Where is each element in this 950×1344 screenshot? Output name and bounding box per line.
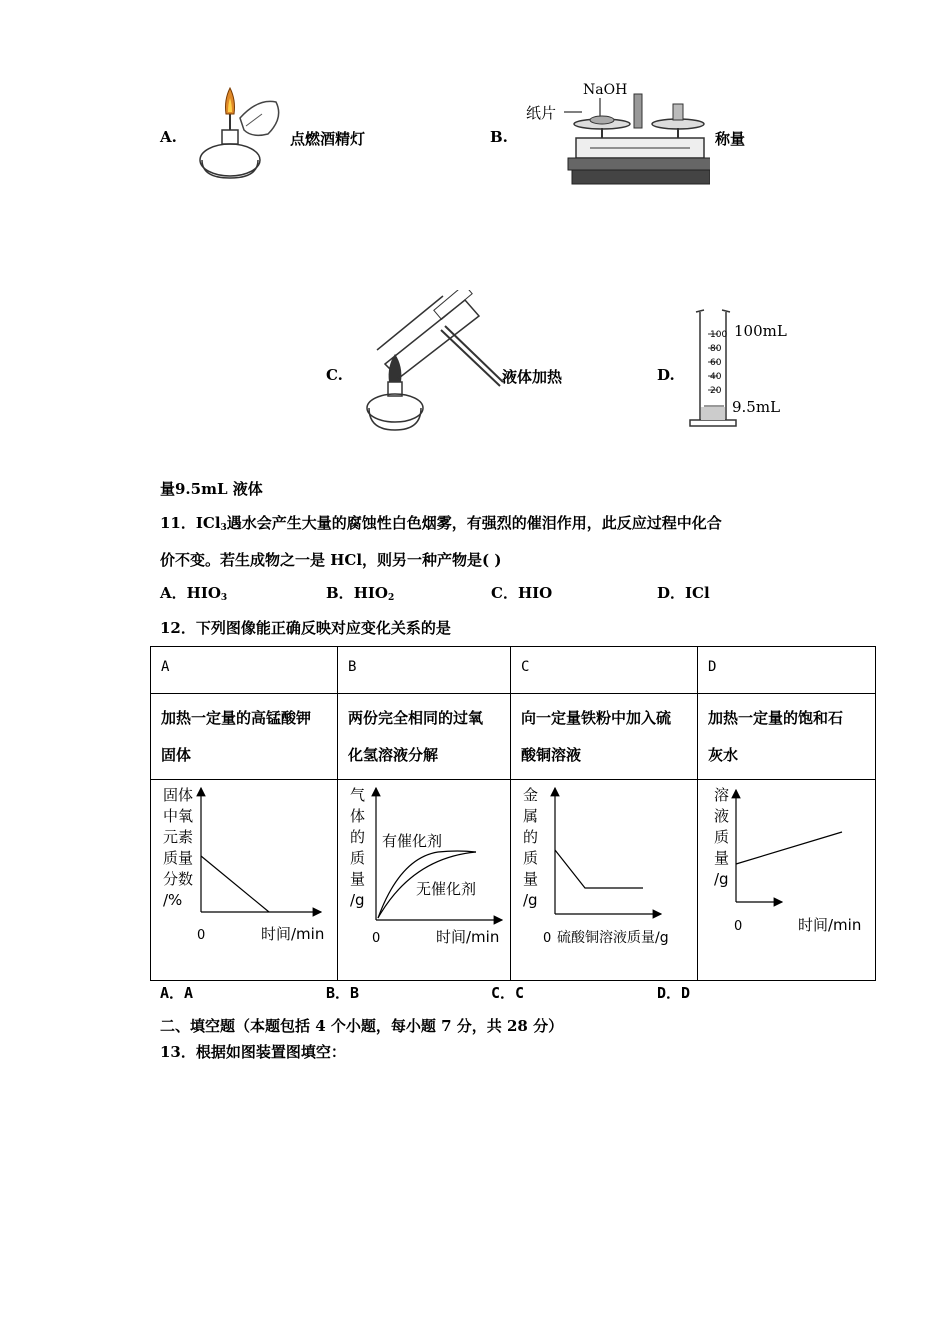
graph-b [338,780,510,976]
q13-stem: 13．根据如图装置图填空： [160,1043,346,1061]
tick-label: 40 [710,372,722,382]
svg-text:质: 质 [350,849,366,867]
alcohol-lamp-lighting-figure [188,78,288,184]
series-line [736,832,842,864]
graph-a-cell [151,780,338,981]
q11-option-a[interactable]: A．$HIO_3$ [160,584,228,603]
svg-text:量: 量 [714,849,730,867]
svg-text:质: 质 [714,828,730,846]
svg-text:0: 0 [372,931,381,946]
svg-text:的: 的 [350,828,366,846]
col-header-c: C [511,647,698,694]
naoh-label: NaOH [583,82,628,98]
svg-text:时间/min: 时间/min [798,916,862,934]
q11-option-c[interactable]: C．HIO [491,584,553,602]
graduated-cylinder-figure [686,304,796,430]
col-desc-c: 向一定量铁粉中加入硫 酸铜溶液 [511,694,698,780]
q12-stem: 12．下列图像能正确反映对应变化关系的是 [160,619,451,637]
tick-label: 100 [710,330,728,340]
option-c-letter: C. [326,366,343,384]
tick-label: 80 [710,344,722,354]
svg-text:/g: /g [350,891,365,909]
svg-text:/g: /g [523,891,538,909]
svg-text:的: 的 [523,828,539,846]
paper-label: 纸片 [526,104,557,122]
svg-text:时间/min: 时间/min [436,928,500,946]
graph-d-cell [698,780,876,981]
option-b-caption: 称量 [715,130,746,148]
graph-c [511,780,697,976]
svg-text:体: 体 [350,807,366,825]
volume-label: 9.5mL [732,398,781,416]
svg-text:中氧: 中氧 [163,807,194,825]
svg-text:分数: 分数 [163,870,194,888]
col-header-a: A [151,647,338,694]
option-d-caption: 量9.5mL 液体 [160,480,263,498]
col-header-b: B [338,647,511,694]
q12-table [150,646,876,981]
series-line [201,856,269,912]
q11-line1: 11．ICl$_3$遇水会产生大量的腐蚀性白色烟雾，有强烈的催泪作用，此反应过程中化合 [160,514,722,533]
option-d-letter: D. [657,366,675,384]
liquid-heating-figure [355,290,505,438]
graph-a [151,780,337,976]
svg-text:固体: 固体 [163,786,194,804]
option-a-letter: A. [160,128,177,146]
svg-text:气: 气 [350,786,366,804]
q12-option-a[interactable]: A．A [160,984,194,1002]
q11-option-d[interactable]: D．ICl [657,584,710,602]
col-desc-d: 加热一定量的饱和石 灰水 [698,694,876,780]
tick-label: 60 [710,358,722,368]
option-a-caption: 点燃酒精灯 [290,130,366,148]
q11-option-b[interactable]: B．$HIO_2$ [326,584,395,603]
svg-text:量: 量 [523,870,539,888]
svg-text:溶: 溶 [714,786,730,804]
svg-text:液: 液 [714,807,730,825]
svg-text:属: 属 [523,807,539,825]
section-2-heading: 二、填空题（本题包括 4 个小题，每小题 7 分，共 28 分） [160,1017,564,1035]
svg-text:量: 量 [350,870,366,888]
svg-text:元素: 元素 [163,828,194,846]
q12-option-d[interactable]: D．D [657,984,691,1002]
svg-text:0: 0 [197,928,206,943]
capacity-label: 100mL [734,322,787,340]
graph-b-cell [338,780,511,981]
graph-c-cell [511,780,698,981]
svg-text:有催化剂: 有催化剂 [382,832,443,850]
svg-text:/g: /g [714,870,729,888]
svg-text:硫酸铜溶液质量/g: 硫酸铜溶液质量/g [557,930,669,946]
svg-text:质量: 质量 [163,849,194,867]
q11-line2: 价不变。若生成物之一是 HCl，则另一种产物是( ) [160,551,502,569]
tick-label: 20 [710,386,722,396]
col-desc-b: 两份完全相同的过氧 化氢溶液分解 [338,694,511,780]
option-c-caption: 液体加热 [502,368,563,386]
graph-d [698,780,874,976]
col-desc-a: 加热一定量的高锰酸钾 固体 [151,694,338,780]
svg-text:0: 0 [734,919,743,934]
svg-text:/%: /% [163,891,183,909]
svg-text:金: 金 [523,786,539,804]
q12-option-c[interactable]: C．C [491,984,525,1002]
svg-text:0: 0 [543,931,552,946]
q12-option-b[interactable]: B．B [326,984,360,1002]
svg-text:无催化剂: 无催化剂 [416,880,477,898]
svg-text:时间/min: 时间/min [261,925,325,943]
series-line [555,850,643,888]
col-header-d: D [698,647,876,694]
balance-weighing-figure [520,76,710,188]
option-b-letter: B. [490,128,508,146]
svg-text:质: 质 [523,849,539,867]
